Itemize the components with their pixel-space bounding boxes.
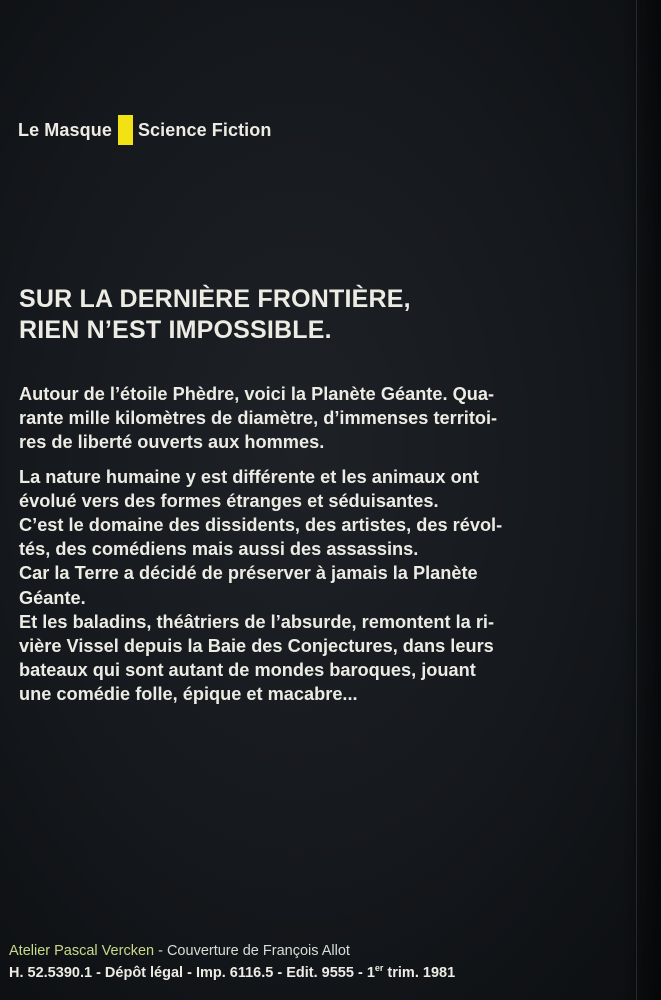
blurb-line: La nature humaine y est différente et les animaux ont xyxy=(19,466,479,487)
headline-line-2: RIEN N’EST IMPOSSIBLE. xyxy=(19,316,332,344)
cover-artist-credit: - Couverture de François Allot xyxy=(154,943,350,959)
collection-label xyxy=(18,116,271,144)
blurb-line: Géante. xyxy=(19,587,86,608)
cover-crease xyxy=(636,0,637,1000)
legal-deposit-line xyxy=(9,965,455,981)
blurb-line: bateaux qui sont autant de mondes baroques, jouant xyxy=(19,660,476,681)
legal-tail: trim. 1981 xyxy=(383,965,456,981)
collection-yellow-mark xyxy=(118,115,133,145)
blurb-line: évolué vers des formes étranges et séduisantes. xyxy=(19,490,439,511)
tagline-headline xyxy=(19,284,619,346)
blurb-line: vière Vissel depuis la Baie des Conjectures, dans leurs xyxy=(19,636,494,657)
publisher-name: Le Masque xyxy=(18,119,112,140)
cover-credits xyxy=(9,943,350,959)
blurb-line: Autour de l’étoile Phèdre, voici la Planète Géante. Qua- xyxy=(19,384,495,404)
blurb-line: tés, des comédiens mais aussi des assassins. xyxy=(19,539,419,560)
blurb-line: une comédie folle, épique et macabre... xyxy=(19,684,358,705)
blurb-line: Et les baladins, théâtriers de l’absurde, remontent la ri- xyxy=(19,611,495,632)
blurb-text xyxy=(19,382,629,707)
atelier-credit: Atelier Pascal Vercken xyxy=(9,943,155,959)
legal-ordinal: er xyxy=(374,963,384,974)
blurb-line: Car la Terre a décidé de préserver à jamais la Planète xyxy=(19,563,478,584)
blurb-line: rante mille kilomètres de diamètre, d’immenses territoi- xyxy=(19,408,498,429)
blurb-line: C’est le domaine des dissidents, des artistes, des révol- xyxy=(19,515,503,536)
headline-line-1: SUR LA DERNIÈRE FRONTIÈRE, xyxy=(19,285,411,313)
series-name: Science Fiction xyxy=(137,119,272,140)
legal-main: H. 52.5390.1 - Dépôt légal - Imp. 6116.5 - Edit. 9555 - 1 xyxy=(9,965,375,981)
blurb-line: res de liberté ouverts aux hommes. xyxy=(19,432,325,453)
